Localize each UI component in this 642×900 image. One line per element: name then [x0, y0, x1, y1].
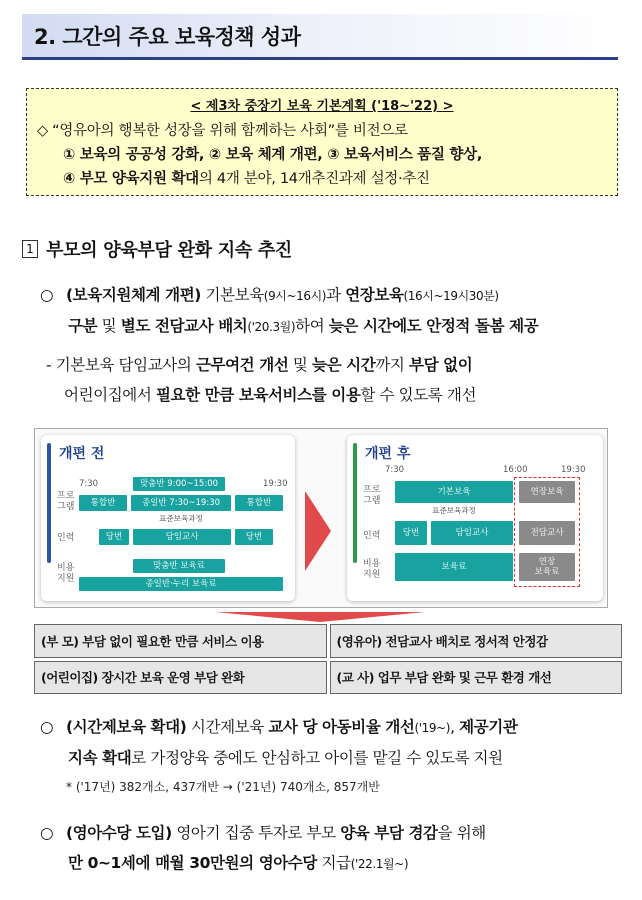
text-run: 영아기 집중 투자로 부모: [171, 824, 341, 842]
text-run: 지속 확대: [68, 749, 132, 767]
dash-bullet: -: [46, 356, 52, 374]
circle-bullet: ○: [40, 286, 54, 304]
text-run: ('19~): [414, 721, 451, 735]
effect-cell: (부 모) 부담 없이 필요한 만큼 서비스 이용: [34, 624, 327, 658]
plan-item-4-suffix: 의 4개 분야, 14개추진과제 설정·추진: [198, 171, 430, 187]
time-label: 16:00: [503, 465, 528, 475]
standard-curriculum-label: 표준보육과정: [159, 514, 203, 523]
circle-bullet: ○: [40, 824, 54, 842]
text-run: 지급: [317, 854, 351, 872]
effect-cell: (교 사) 업무 부담 완화 및 근무 환경 개선: [330, 661, 623, 695]
text-run: (영아수당 도입): [66, 824, 172, 842]
text-run: 하여: [295, 317, 329, 335]
row-label-program: 프로 그램: [363, 485, 381, 506]
text-run: ('20.3월): [247, 320, 296, 334]
standard-curriculum-label: 표준보육과정: [432, 506, 476, 515]
section-number-box: 1: [22, 240, 38, 258]
text-run: 필요한 만큼 보육서비스를 이용: [155, 386, 361, 404]
panel-accent-bar: [47, 443, 51, 563]
plan-item-1: ① 보육의 공공성 강화,: [63, 147, 205, 163]
text-run: 근무여건 개선: [195, 356, 289, 374]
row-label-staff: 인력: [57, 533, 75, 543]
block-cost-extended: 연장 보육료: [519, 553, 575, 581]
block-cost: 보육료: [395, 553, 513, 581]
text-run: 어린이집에서: [64, 386, 156, 404]
reform-diagram: [34, 428, 608, 608]
block-dedicated-teacher: 전담교사: [519, 521, 575, 545]
plan-item-4: ④ 부모 양육지원 확대: [63, 171, 199, 187]
row-label-cost: 비용 지원: [363, 559, 381, 580]
diamond-bullet: ◇: [37, 123, 53, 139]
block-extended: 연장보육: [519, 481, 575, 503]
text-run: 과: [326, 286, 346, 304]
text-run: 양육 부담 경감: [340, 824, 438, 842]
section-heading: [22, 236, 292, 262]
block-basic: 기본보육: [395, 481, 513, 503]
panel-accent-bar: [353, 443, 357, 563]
arrow-right-icon: [305, 491, 331, 571]
text-run: 늦은 시간: [312, 356, 376, 374]
paragraph-line: [40, 818, 628, 848]
effect-cell: (영유아) 전담교사 배치로 정서적 안정감: [330, 624, 623, 658]
paragraph-line: [40, 848, 628, 879]
plan-summary-box: [26, 88, 618, 196]
circle-bullet: ○: [40, 718, 54, 736]
text-run: ,: [450, 718, 460, 736]
footnote: * ('17년) 382개소, 437개반 → ('21년) 740개소, 857개반: [66, 780, 380, 794]
text-run: 기본보육 담임교사의: [51, 356, 196, 374]
text-run: 제공기관: [459, 718, 518, 736]
text-run: 기본보육: [200, 286, 264, 304]
time-label: 7:30: [385, 465, 405, 475]
block-homeroom: 담임교사: [133, 529, 231, 545]
plan-items-line-2: [37, 167, 607, 191]
panel-before-title: 개편 전: [59, 446, 105, 462]
highlight-dashed-box: [514, 477, 580, 587]
paragraph-hourly-care: [40, 712, 628, 773]
block-duty-left: 당번: [99, 529, 129, 545]
text-run: 로 가정양육 중에도 안심하고 아이를 맡길 수 있도록 지원: [131, 749, 503, 767]
block-homeroom: 담임교사: [431, 521, 513, 545]
plan-item-2: ② 보육 체계 개편,: [204, 147, 323, 163]
text-run: 별도 전담교사 배치: [120, 317, 248, 335]
text-run: 및: [97, 317, 121, 335]
text-run: 구분: [68, 317, 98, 335]
text-run: 을 위해: [437, 824, 486, 842]
paragraph-line: [40, 280, 628, 311]
plan-item-3: ③ 보육서비스 품질 향상,: [322, 147, 483, 163]
chevron-down-icon: [215, 612, 425, 622]
text-run: (16시~19시30분): [403, 289, 499, 303]
text-run: ('22.1월~): [350, 857, 409, 871]
block-duty: 당번: [395, 521, 427, 545]
block-cost-allday: 종일반·누리 보육료: [79, 577, 283, 591]
time-label: 19:30: [561, 465, 586, 475]
paragraph-line: [40, 311, 628, 342]
paragraph-line: [46, 350, 634, 380]
plan-vision-quote: “영유아의 행복한 성장을 위해 함께하는 사회”: [52, 123, 335, 139]
paragraph-line: [46, 380, 634, 410]
text-run: 및: [288, 356, 313, 374]
panel-after: [347, 435, 603, 601]
effect-cell: (어린이집) 장시간 보육 운영 부담 완화: [34, 661, 327, 695]
time-label: 19:30: [263, 479, 288, 489]
text-run: 늦은 시간에도 안정적 돌봄 제공: [328, 317, 539, 335]
block-allday: 종일반 7:30~19:30: [131, 495, 231, 511]
row-label-cost: 비용 지원: [57, 563, 75, 584]
panel-after-title: 개편 후: [365, 446, 411, 462]
header-band: [22, 14, 618, 60]
time-label: 7:30: [79, 479, 99, 489]
text-run: 만 0~1세에 매월 30만원의 영아수당: [68, 854, 317, 872]
row-label-staff: 인력: [363, 531, 381, 541]
text-run: 시간제보육: [186, 718, 269, 736]
block-integrated-right: 통합반: [235, 495, 283, 511]
block-maj-top: 맞춤반 9:00~15:00: [133, 477, 225, 491]
text-run: (9시~16시): [263, 289, 327, 303]
paragraph-line: [40, 743, 628, 773]
text-run: 연장보육: [345, 286, 404, 304]
text-run: (시간제보육 확대): [66, 718, 187, 736]
plan-title: < 제3차 중장기 보육 기본계획 ('18~'22) >: [190, 99, 454, 114]
section-title: 부모의 양육부담 완화 지속 추진: [46, 240, 293, 261]
block-duty-right: 당번: [235, 529, 273, 545]
plan-vision-suffix: 를 비전으로: [334, 123, 408, 139]
panel-before: [41, 435, 295, 601]
paragraph-teacher-conditions: [46, 350, 634, 410]
plan-vision-line: [37, 119, 607, 143]
text-run: 부담 없이: [409, 356, 473, 374]
paragraph-support-system: [40, 280, 628, 342]
paragraph-line: [40, 712, 628, 743]
row-label-program: 프로 그램: [57, 491, 75, 512]
paragraph-infant-allowance: [40, 818, 628, 879]
page-title: 2. 그간의 주요 보육정책 성과: [34, 24, 301, 49]
effects-table: [34, 624, 622, 694]
text-run: 까지: [375, 356, 410, 374]
text-run: 할 수 있도록 개선: [360, 386, 477, 404]
block-integrated-left: 통합반: [79, 495, 127, 511]
text-run: (보육지원체계 개편): [66, 286, 201, 304]
plan-items-line-1: [37, 143, 607, 167]
text-run: 교사 당 아동비율 개선: [268, 718, 415, 736]
block-cost-maj: 맞춤반 보육료: [133, 559, 225, 573]
